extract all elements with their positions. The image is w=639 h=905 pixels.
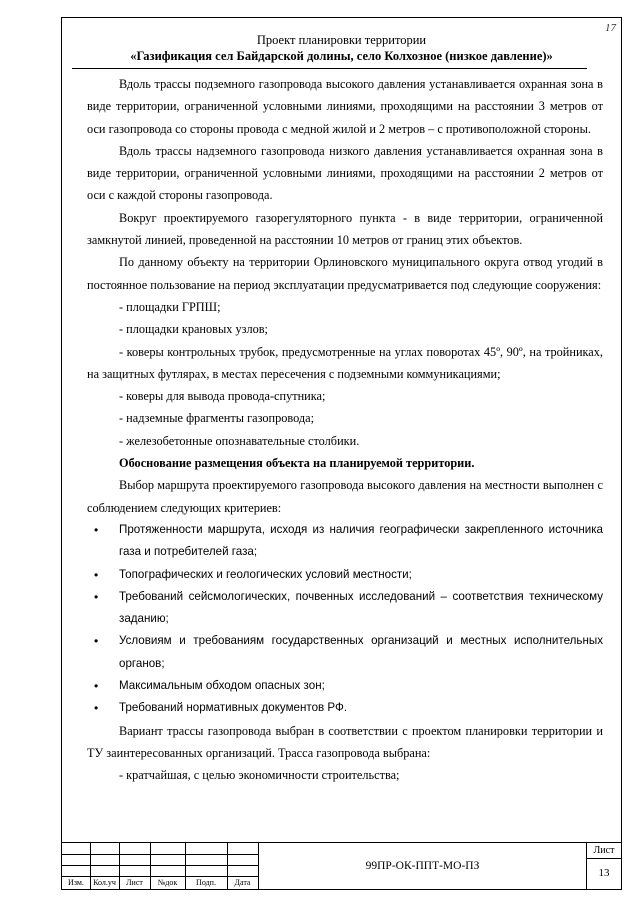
bullet-icon: •	[94, 679, 99, 694]
title-block-grid	[62, 843, 258, 889]
title-block-label: Лист	[126, 878, 143, 887]
document-header	[62, 32, 621, 64]
project-title: «Газификация сел Байдарской долины, село Колхозное (низкое давление)»	[130, 49, 553, 63]
dash-item: - кратчайшая, с целью экономичности строительства;	[119, 768, 400, 783]
list-item-text: Топографических и геологических условий местности;	[119, 567, 412, 581]
paragraph: Вариант трассы газопровода выбран в соответствии с проектом планировки территории и ТУ заинтересованных организаций. Трасса газопровода выбрана:	[87, 723, 603, 760]
document-code	[258, 843, 587, 889]
dash-item: - коверы контрольных трубок, предусмотренные на углах поворотах 45º, 90º, на тройниках, на защитных футлярах, в местах пересечения с подземными коммуникациями;	[87, 344, 603, 381]
criteria-list	[87, 519, 603, 720]
list-item	[87, 675, 603, 697]
header-line-1: Проект планировки территории	[256, 33, 427, 47]
dash-item: - железобетонные опознавательные столбики.	[119, 433, 360, 448]
list-item	[87, 630, 603, 675]
dash-item: - надземные фрагменты газопровода;	[119, 411, 315, 426]
title-block	[62, 842, 621, 889]
bullet-icon: •	[94, 634, 99, 649]
title-block-label: №док	[157, 878, 178, 887]
title-block-label: Дата	[234, 878, 251, 887]
title-block-label: Изм.	[68, 878, 84, 887]
document-body	[87, 73, 603, 787]
dash-item: - площадки крановых узлов;	[119, 322, 268, 337]
bullet-icon: •	[94, 589, 99, 604]
sheet-number: 13	[598, 867, 610, 879]
grid-line	[62, 854, 258, 855]
sheet-label: Лист	[587, 843, 621, 859]
list-item-text: Условиям и требованиям государственных организаций и местных исполнительных органов;	[119, 634, 603, 670]
title-block-label: Кол.уч	[93, 878, 116, 887]
paragraph: Выбор маршрута проектируемого газопровода высокого давления на местности выполнен с соблюдением следующих критериев:	[87, 478, 603, 515]
page-number: 17	[605, 22, 616, 34]
bullet-icon: •	[94, 701, 99, 716]
dash-item: - коверы для вывода провода-спутника;	[119, 389, 326, 404]
paragraph: Вокруг проектируемого газорегуляторного пункта - в виде территории, ограниченной замкнутой линией, проведенной на расстоянии 10 метров от границ этих объектов.	[87, 210, 603, 248]
header-divider	[72, 68, 587, 69]
bullet-icon: •	[94, 522, 99, 537]
dash-item: - площадки ГРПШ;	[119, 299, 221, 314]
list-item-text: Требований нормативных документов РФ.	[119, 701, 348, 715]
document-code-text: 99ПР-ОК-ППТ-МО-ПЗ	[365, 860, 480, 872]
bullet-icon: •	[94, 567, 99, 582]
grid-line	[62, 865, 258, 866]
paragraph: Вдоль трассы подземного газопровода высокого давления устанавливается охранная зона в виде территории, ограниченной условными линиями, проходящими на расстоянии 3 метров от оси газопровода со стороны провода с медной жилой и 2 метров – с противоположной стороны.	[87, 77, 603, 136]
list-item-text: Максимальным обходом опасных зон;	[119, 679, 325, 693]
section-heading: Обоснование размещения объекта на планируемой территории.	[119, 456, 475, 471]
list-item-text: Протяженности маршрута, исходя из наличия географически закрепленного источника газа и потребителей газа;	[119, 522, 603, 559]
paragraph: Вдоль трассы надземного газопровода низкого давления устанавливается охранная зона в виде территории, ограниченной условными линиями, проходящими на расстоянии 2 метров от оси с каждой стороны газопровода.	[87, 143, 603, 203]
title-block-label: Подп.	[196, 878, 216, 887]
list-item	[87, 697, 603, 719]
document-frame	[61, 17, 622, 890]
list-item-text: Требований сейсмологических, почвенных исследований – соответствия техническому заданию;	[119, 589, 603, 626]
list-item	[87, 519, 603, 564]
paragraph: По данному объекту на территории Орлиновского муниципального округа отвод угодий в постоянное пользование на период эксплуатации предусматривается под следующие сооружения:	[87, 255, 603, 292]
list-item	[87, 586, 603, 631]
list-item	[87, 564, 603, 586]
